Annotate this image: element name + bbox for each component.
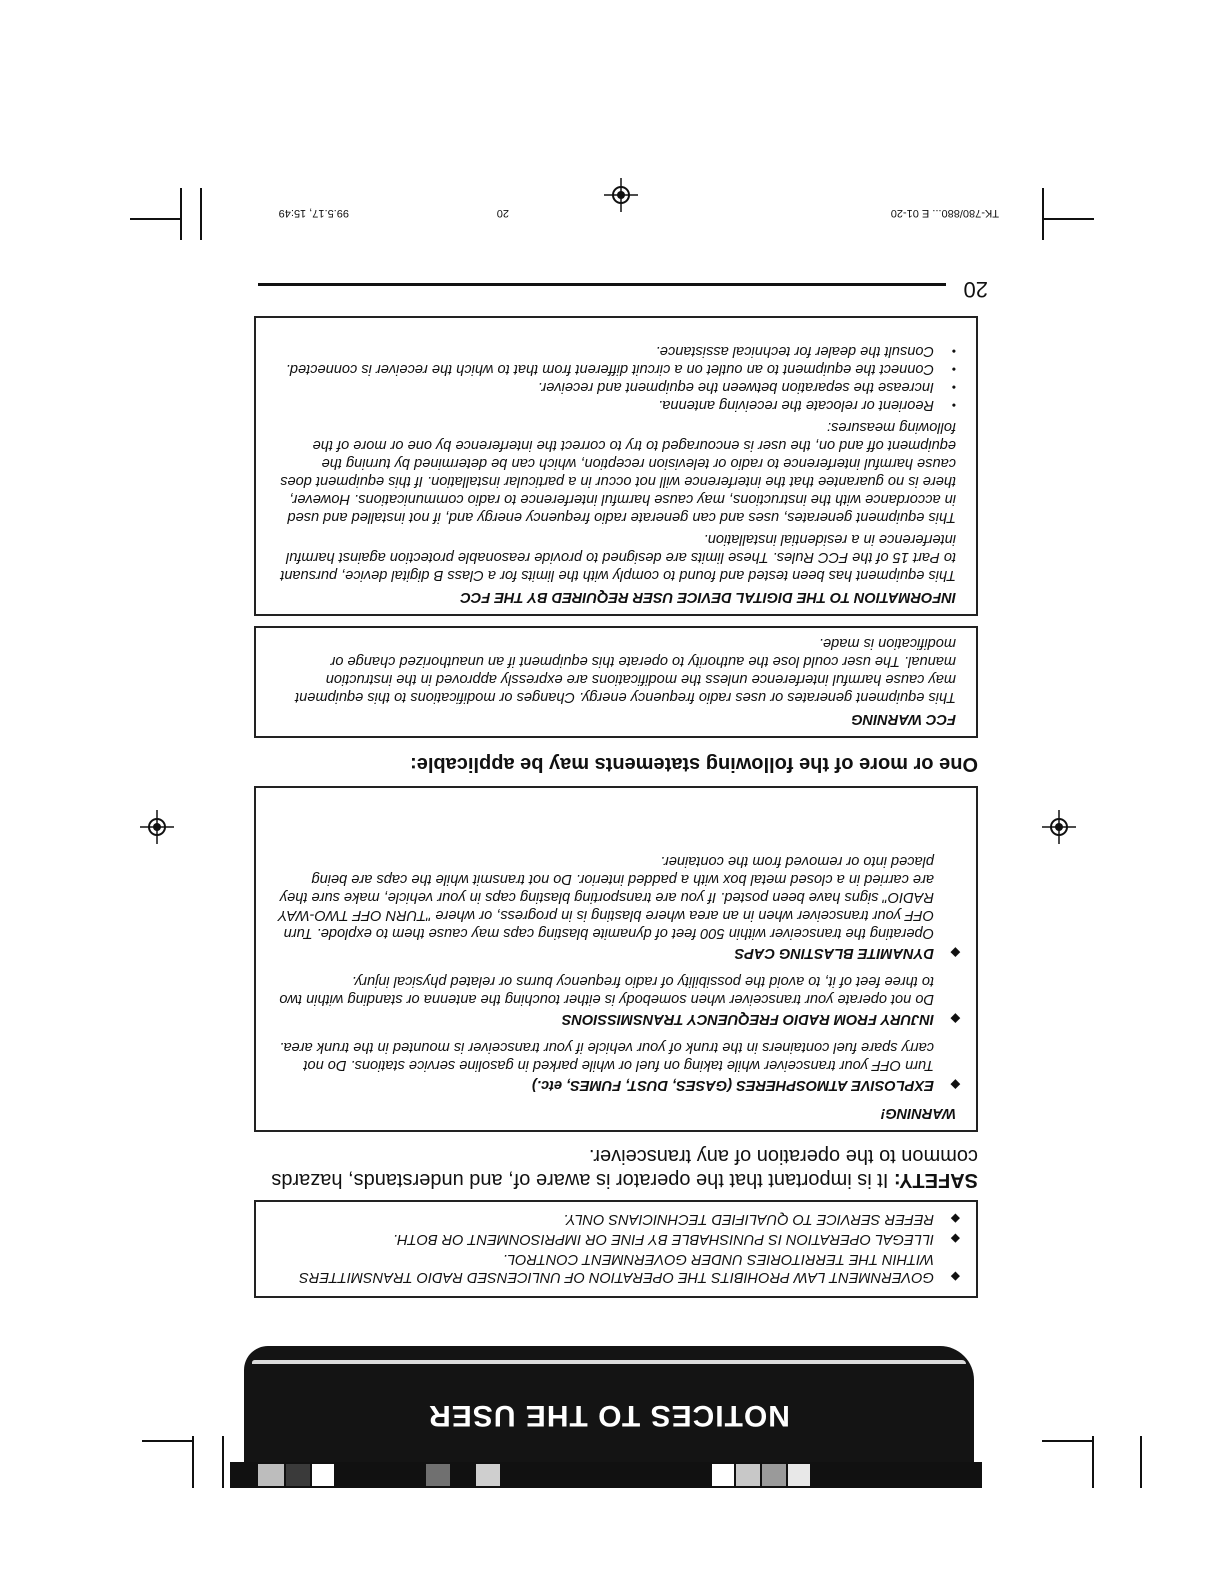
notices-box: [254, 1200, 978, 1298]
section-banner: [244, 1346, 974, 1462]
safety-label: SAFETY:: [893, 1169, 978, 1191]
crop-mark: [1042, 1440, 1094, 1442]
safety-statement: [248, 1144, 978, 1192]
printer-slug: [209, 205, 999, 219]
slug-page: 20: [496, 207, 509, 219]
diamond-bullet-icon: ◆: [950, 1078, 960, 1092]
page-number: 20: [963, 277, 988, 302]
diamond-bullet-icon: ◆: [950, 1270, 960, 1284]
color-swatch: [736, 1464, 760, 1486]
fcc-info-paragraph: This equipment generates, uses and can generate radio frequency energy and, if not installed and used in accordance with the instructions, may cause harmful interference to radio communications. However, there is no guarantee that the interference will not occur in a particular installation. If this equipment does cause harmful interference to radio or television reception, which can be determined by turning the equipment off and on, the user is encouraged to try to correct the interference by one or more of the following measures:: [280, 419, 956, 525]
color-swatch: [762, 1464, 786, 1486]
color-swatch: [712, 1464, 734, 1486]
warning-heading: WARNING!: [880, 1105, 956, 1121]
warning-item-text: Do not operate your transceiver when somebody is either touching the antenna or standing within two to three feet of it, to avoid the possibility of radio frequency burns or related physical injury.: [279, 973, 934, 1007]
color-swatch: [788, 1464, 810, 1486]
crop-mark: [142, 1440, 194, 1442]
fcc-info-box: [254, 316, 978, 616]
warning-item-title: ◆ INJURY FROM RADIO FREQUENCY TRANSMISSIONS: [561, 1011, 960, 1027]
warning-item-text: Operating the transceiver within 500 feet of dynamite blasting caps may cause them to explode. Turn OFF your transceiver when in an area where blasting is in progress, or where "TURN OFF TWO-WAY RADIO" signs have been posted. If you are transporting blasting caps in your vehicle, make sure they are carried in a closed metal box with a padded interior. Do not transmit while the caps are being placed into or removed from the container.: [278, 853, 934, 941]
list-item: • Consult the dealer for technical assistance.: [655, 343, 956, 359]
applicable-heading: One or more of the following statements may be applicable:: [410, 753, 978, 775]
dot-bullet-icon: •: [951, 398, 956, 412]
color-swatch: [258, 1464, 284, 1486]
list-item: • Reorient or relocate the receiving antenna.: [658, 397, 956, 413]
diamond-bullet-icon: ◆: [950, 1012, 960, 1026]
color-swatch: [286, 1464, 310, 1486]
crop-mark: [192, 1436, 194, 1488]
warning-item-title: ◆ DYNAMITE BLASTING CAPS: [734, 945, 960, 961]
fcc-warning-heading: FCC WARNING: [851, 711, 956, 727]
crop-mark: [1140, 1436, 1142, 1488]
fcc-info-paragraph: This equipment has been tested and found to comply with the limits for a Class B digital device, pursuant to Part 15 of the FCC Rules. These limits are designed to provide reasonable protection against harmful interference in a residential installation.: [280, 531, 956, 583]
list-item: • Increase the separation between the equipment and receiver.: [537, 379, 956, 395]
banner-title: NOTICES TO THE USER: [428, 1399, 790, 1432]
safety-text: It is important that the operator is aware of, and understands, hazards common to the operation of any transceiver.: [271, 1145, 978, 1191]
list-item: • Connect the equipment to an outlet on a circuit different from that to which the receiver is connected.: [285, 361, 956, 377]
dot-bullet-icon: •: [951, 380, 956, 394]
warning-item-title: ◆ EXPLOSIVE ATMOSPHERES (GASES, DUST, FUMES, etc.): [532, 1077, 960, 1093]
diamond-bullet-icon: ◆: [950, 1212, 960, 1226]
warning-item-text: Turn OFF your transceiver while taking on fuel or while parked in gasoline service stations. Do not carry spare fuel containers in the trunk of your vehicle if your transceiver is mounted in the trunk area.: [279, 1039, 934, 1073]
crop-mark: [1092, 1436, 1094, 1488]
crop-mark: [222, 1436, 224, 1488]
color-calibration-bar: [230, 1462, 982, 1488]
list-item: ◆ ILLEGAL OPERATION IS PUNISHABLE BY FINE OR IMPRISONMENT OR BOTH.: [393, 1231, 960, 1247]
color-swatch: [312, 1464, 334, 1486]
diamond-bullet-icon: ◆: [950, 946, 960, 960]
crop-mark: [1042, 188, 1044, 240]
diamond-bullet-icon: ◆: [950, 1232, 960, 1246]
crop-mark: [130, 218, 182, 220]
slug-file: TK-780/880... E 01-20: [890, 207, 999, 219]
color-swatch: [426, 1464, 450, 1486]
dot-bullet-icon: •: [951, 362, 956, 376]
registration-mark-icon: [1042, 810, 1076, 844]
footer-rule: [258, 283, 946, 286]
fcc-warning-text: This equipment generates or uses radio frequency energy. Changes or modifications to this equipment may cause harmful interference unless the modifications are expressly approved in the instruction manual. The user could lose the authority to operate this equipment if an unauthorized change or modification is made.: [295, 635, 956, 705]
fcc-info-heading: INFORMATION TO THE DIGITAL DEVICE USER REQUIRED BY THE FCC: [460, 589, 956, 605]
crop-mark: [200, 188, 202, 240]
slug-datetime: 99.5.17, 15:49: [278, 207, 349, 219]
dot-bullet-icon: •: [951, 344, 956, 358]
color-swatch: [476, 1464, 500, 1486]
fcc-warning-box: [254, 626, 978, 738]
list-item: ◆ GOVERNMENT LAW PROHIBITS THE OPERATION OF UNLICENSED RADIO TRANSMITTERS WITHIN THE TERRITORIES UNDER GOVERNMENT CONTROL.: [299, 1251, 960, 1285]
warning-box: [254, 786, 978, 1132]
list-item: ◆ REFER SERVICE TO QUALIFIED TECHNICIANS ONLY.: [563, 1211, 960, 1227]
crop-mark: [1042, 218, 1094, 220]
crop-mark: [180, 188, 182, 240]
registration-mark-icon: [140, 810, 174, 844]
